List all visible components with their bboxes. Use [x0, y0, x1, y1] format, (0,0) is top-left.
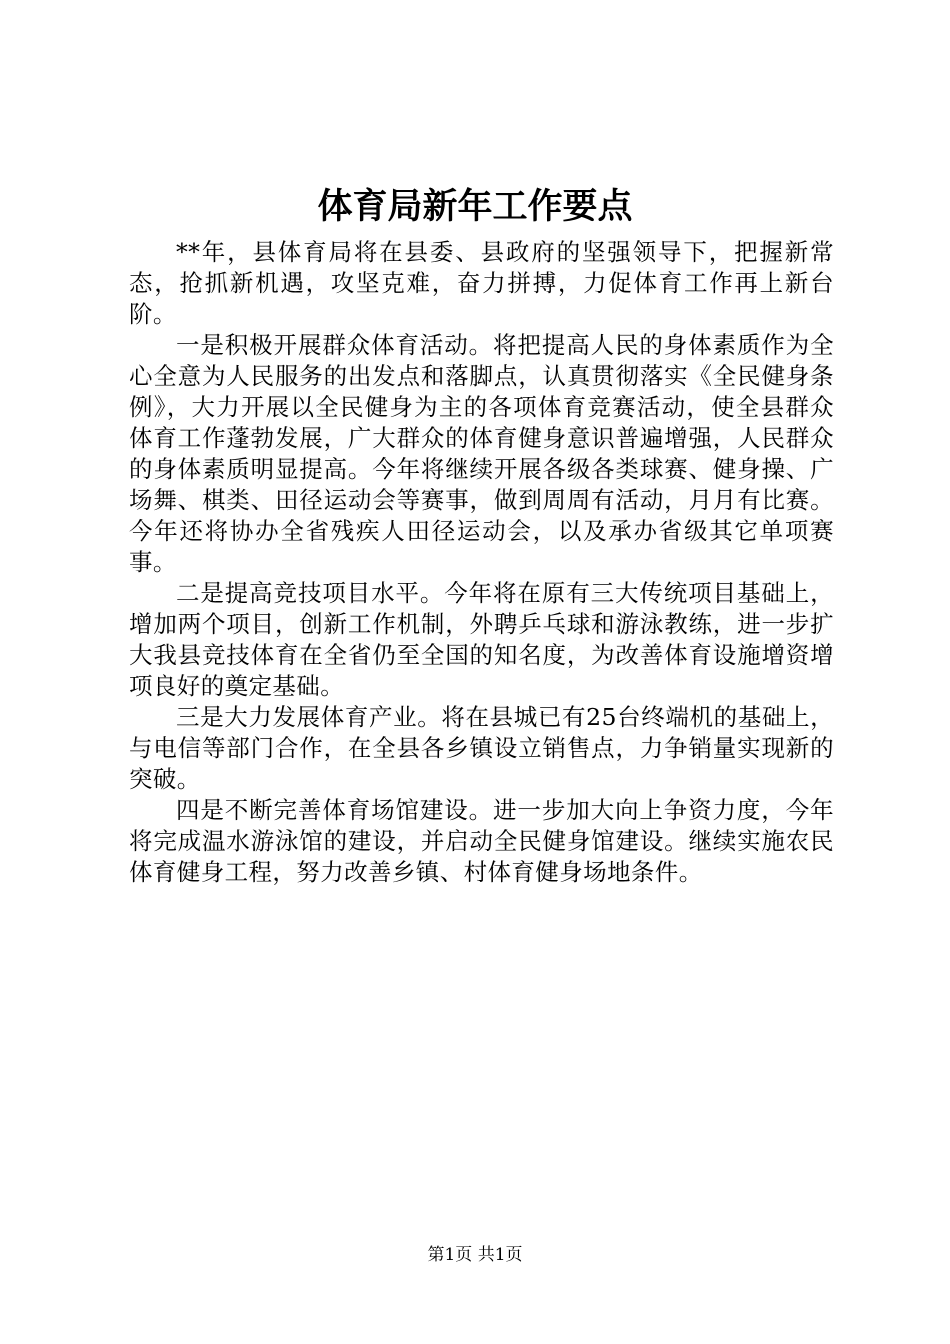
paragraph-mass-sports: 一是积极开展群众体育活动。将把提高人民的身体素质作为全心全意为人民服务的出发点和落脚点，认真贯彻落实《全民健身条例》，大力开展以全民健身为主的各项体育竞赛活动，使全县群众体育工作蓬勃发展，广大群众的体育健身意识普遍增强，人民群众的身体素质明显提高。今年将继续开展各级各类球赛、健身操、广场舞、棋类、田径运动会等赛事，做到周周有活动，月月有比赛。今年还将协办全省残疾人田径运动会，以及承办省级其它单项赛事。 — [129, 331, 834, 576]
paragraph-intro: **年，县体育局将在县委、县政府的坚强领导下，把握新常态，抢抓新机遇，攻坚克难，奋力拼搏，力促体育工作再上新台阶。 — [129, 238, 834, 328]
paragraph-competitive-sports: 二是提高竞技项目水平。今年将在原有三大传统项目基础上，增加两个项目，创新工作机制，外聘乒乓球和游泳教练，进一步扩大我县竞技体育在全省仍至全国的知名度，为改善体育设施增资增项良好的奠定基础。 — [129, 579, 834, 700]
page-total: 共1页 — [477, 1245, 523, 1265]
page-footer — [0, 1243, 950, 1267]
document-title: 体育局新年工作要点 — [317, 186, 633, 227]
paragraph-venue-construction: 四是不断完善体育场馆建设。进一步加大向上争资力度，今年将完成温水游泳馆的建设，并启动全民健身馆建设。继续实施农民体育健身工程，努力改善乡镇、村体育健身场地条件。 — [129, 796, 834, 886]
page-number: 第1页 — [427, 1245, 473, 1265]
document-body — [129, 237, 834, 888]
paragraph-sports-industry: 三是大力发展体育产业。将在县城已有25台终端机的基础上，与电信等部门合作，在全县各乡镇设立销售点，力争销量实现新的突破。 — [129, 703, 834, 793]
